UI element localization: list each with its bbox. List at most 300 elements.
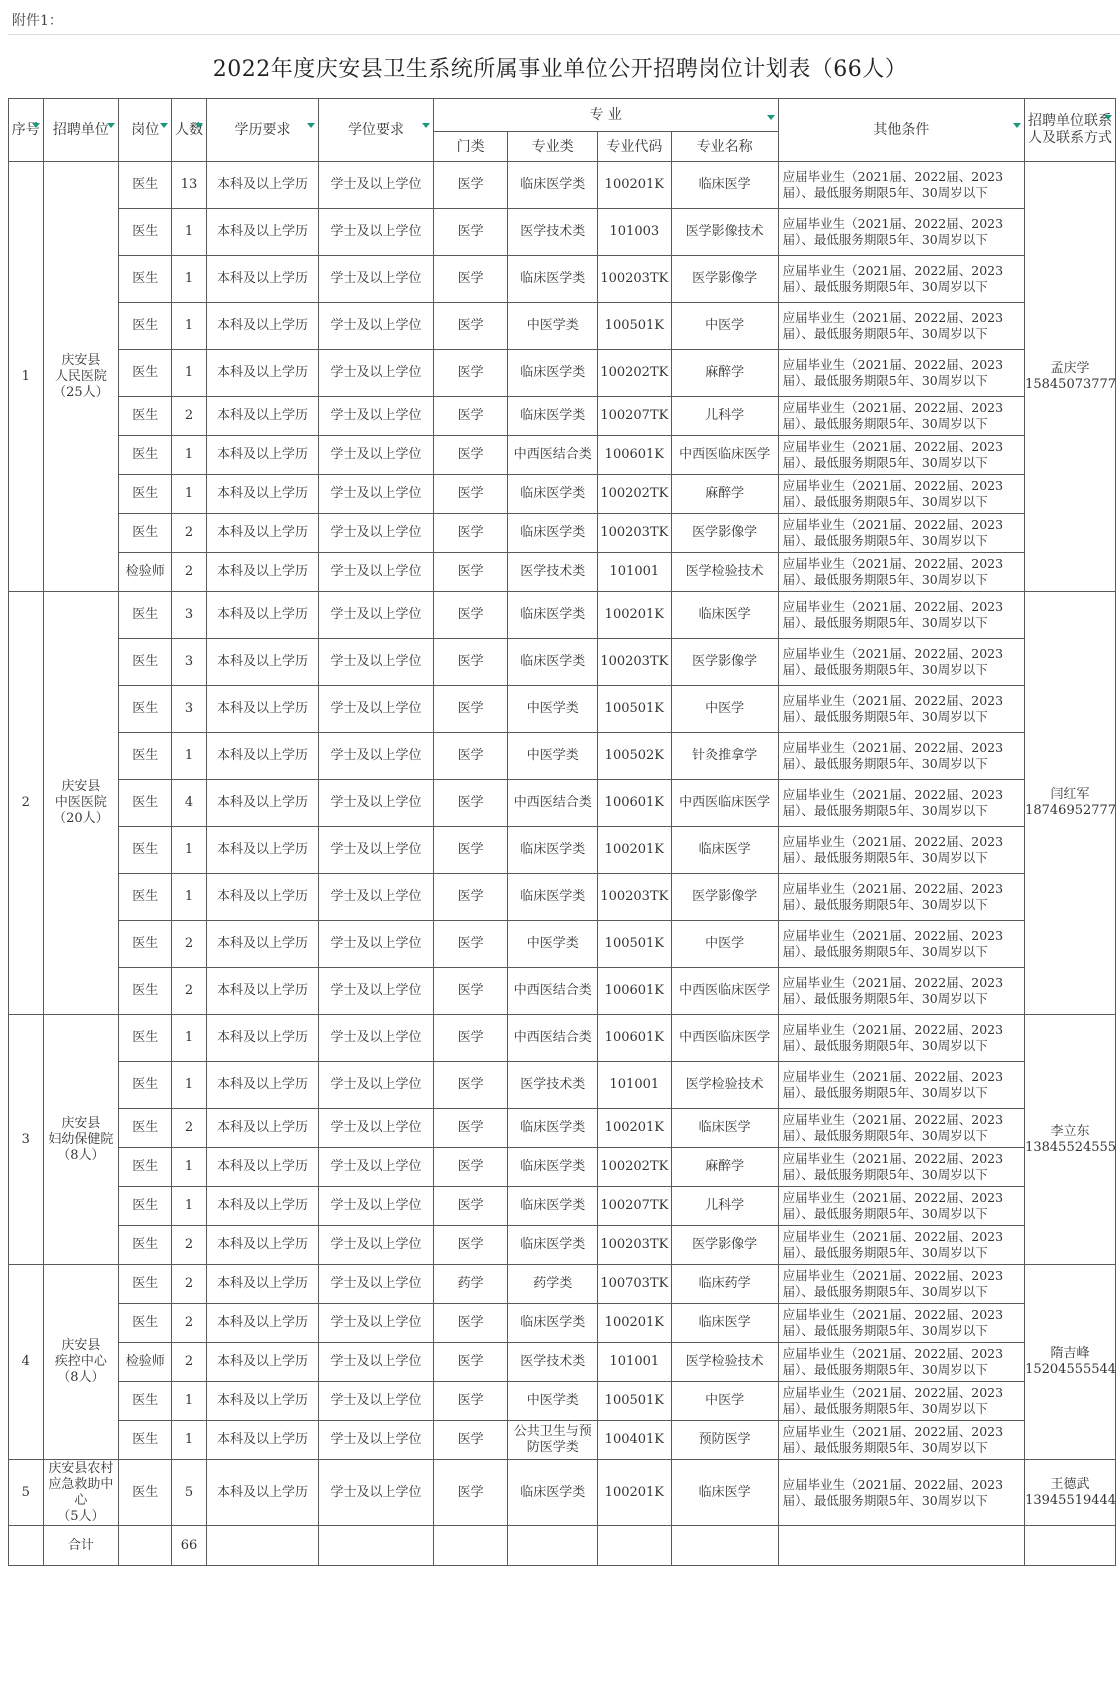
degree: 学士及以上学位 [319,397,434,436]
degree: 学士及以上学位 [319,436,434,475]
degree: 学士及以上学位 [319,514,434,553]
education: 本科及以上学历 [206,553,318,592]
major-name: 医学影像技术 [671,209,778,256]
degree: 学士及以上学位 [319,921,434,968]
header-major-class: 专业类 [508,132,598,162]
major-category: 医学 [433,1062,508,1109]
post: 医生 [119,436,172,475]
header-education[interactable]: 学历要求 [206,99,318,162]
major-class: 临床医学类 [508,1304,598,1343]
major-code: 100203TK [598,639,672,686]
major-class: 临床医学类 [508,874,598,921]
filter-dropdown-icon[interactable] [1013,123,1021,128]
count: 3 [172,592,207,639]
contact [1025,162,1116,592]
major-category: 医学 [433,1421,508,1460]
unit-line: 心 [74,1492,88,1508]
table-row[interactable] [9,1460,1116,1526]
major-class: 公共卫生与预防医学类 [508,1421,598,1460]
major-code: 101001 [598,553,672,592]
major-class: 临床医学类 [508,1187,598,1226]
filter-dropdown-icon[interactable] [32,123,40,128]
education: 本科及以上学历 [206,1062,318,1109]
major-category: 医学 [433,475,508,514]
count: 1 [172,874,207,921]
major-category: 医学 [433,1015,508,1062]
major-name: 医学影像学 [671,514,778,553]
group-index: 1 [9,162,44,592]
major-class: 临床医学类 [508,514,598,553]
degree: 学士及以上学位 [319,1343,434,1382]
post: 医生 [119,475,172,514]
count: 1 [172,1421,207,1460]
major-class: 中医学类 [508,921,598,968]
table-row[interactable] [9,350,1116,397]
count: 1 [172,1382,207,1421]
major-code: 100201K [598,592,672,639]
major-code: 101001 [598,1062,672,1109]
table-row[interactable] [9,209,1116,256]
table-row[interactable] [9,1226,1116,1265]
recruiting-unit [43,592,119,1015]
degree: 学士及以上学位 [319,1015,434,1062]
post: 医生 [119,733,172,780]
table-body [9,162,1116,1566]
header-other[interactable]: 其他条件 [778,99,1024,162]
education: 本科及以上学历 [206,256,318,303]
table-row[interactable] [9,1304,1116,1343]
header-contact[interactable]: 招聘单位联系人及联系方式 [1025,99,1116,162]
recruiting-unit [43,1460,119,1526]
major-name: 医学影像学 [671,256,778,303]
post: 医生 [119,162,172,209]
count: 2 [172,553,207,592]
education: 本科及以上学历 [206,350,318,397]
major-class: 中医学类 [508,1382,598,1421]
unit-line: （25人） [53,384,109,400]
major-class: 中西医结合类 [508,436,598,475]
other-conditions: 应届毕业生（2021届、2022届、2023届）、最低服务期限5年、30周岁以下 [778,1460,1024,1526]
major-code: 100401K [598,1421,672,1460]
major-name: 医学影像学 [671,874,778,921]
major-name: 医学检验技术 [671,553,778,592]
post: 医生 [119,1304,172,1343]
major-code: 100203TK [598,874,672,921]
table-row[interactable] [9,686,1116,733]
post: 医生 [119,209,172,256]
table-row[interactable] [9,827,1116,874]
header-index[interactable]: 序号 [9,99,44,162]
contact-name: 孟庆学 [1050,360,1090,376]
contact-name: 王德武 [1050,1476,1090,1492]
total-label: 合计 [43,1526,119,1566]
filter-dropdown-icon[interactable] [160,123,168,128]
major-category: 医学 [433,514,508,553]
table-row[interactable] [9,1062,1116,1109]
major-name: 临床医学 [671,1460,778,1526]
major-name: 麻醉学 [671,1148,778,1187]
count: 2 [172,1265,207,1304]
table-row[interactable] [9,303,1116,350]
major-name: 中西医临床医学 [671,780,778,827]
major-name: 医学检验技术 [671,1062,778,1109]
degree: 学士及以上学位 [319,639,434,686]
unit-line: （8人） [57,1370,105,1385]
other-conditions: 应届毕业生（2021届、2022届、2023届）、最低服务期限5年、30周岁以下 [778,162,1024,209]
major-category: 医学 [433,350,508,397]
major-name: 中医学 [671,1382,778,1421]
count: 1 [172,1187,207,1226]
major-class: 医学技术类 [508,1343,598,1382]
group-index: 5 [9,1460,44,1526]
table-row[interactable] [9,397,1116,436]
contact [1025,1265,1116,1460]
divider [8,34,1120,35]
major-category: 医学 [433,827,508,874]
post: 医生 [119,1062,172,1109]
contact-phone: 18746952777 [1025,803,1117,818]
major-name: 针灸推拿学 [671,733,778,780]
major-class: 临床医学类 [508,827,598,874]
degree: 学士及以上学位 [319,874,434,921]
post: 检验师 [119,1343,172,1382]
other-conditions: 应届毕业生（2021届、2022届、2023届）、最低服务期限5年、30周岁以下 [778,1421,1024,1460]
unit-line: 应急救助中 [48,1476,114,1492]
table-row[interactable] [9,1421,1116,1460]
major-class: 中医学类 [508,733,598,780]
post: 医生 [119,1460,172,1526]
table-row[interactable] [9,733,1116,780]
major-code: 100203TK [598,514,672,553]
filter-dropdown-icon[interactable] [307,123,315,128]
major-code: 100207TK [598,397,672,436]
contact [1025,1015,1116,1265]
major-code: 100501K [598,303,672,350]
filter-dropdown-icon[interactable] [767,115,775,120]
post: 医生 [119,1187,172,1226]
major-category: 医学 [433,592,508,639]
post: 医生 [119,921,172,968]
major-class: 临床医学类 [508,592,598,639]
education: 本科及以上学历 [206,1187,318,1226]
count: 5 [172,1460,207,1526]
table-row[interactable] [9,162,1116,209]
post: 医生 [119,514,172,553]
post: 检验师 [119,553,172,592]
education: 本科及以上学历 [206,1265,318,1304]
post: 医生 [119,686,172,733]
major-name: 临床药学 [671,1265,778,1304]
count: 1 [172,256,207,303]
post: 医生 [119,1421,172,1460]
major-category: 医学 [433,1343,508,1382]
contact-phone: 15204555544 [1025,1362,1117,1377]
major-category: 医学 [433,1382,508,1421]
header-count[interactable]: 人数 [172,99,207,162]
major-category: 医学 [433,256,508,303]
other-conditions: 应届毕业生（2021届、2022届、2023届）、最低服务期限5年、30周岁以下 [778,1148,1024,1187]
degree: 学士及以上学位 [319,1304,434,1343]
major-code: 100501K [598,1382,672,1421]
major-category: 医学 [433,639,508,686]
count: 3 [172,639,207,686]
post: 医生 [119,350,172,397]
table-row[interactable] [9,1343,1116,1382]
table-row[interactable] [9,874,1116,921]
major-class: 临床医学类 [508,1109,598,1148]
count: 1 [172,303,207,350]
count: 2 [172,968,207,1015]
count: 1 [172,350,207,397]
major-class: 临床医学类 [508,256,598,303]
contact-phone: 13945519444 [1025,1492,1117,1508]
education: 本科及以上学历 [206,827,318,874]
major-category: 医学 [433,1460,508,1526]
other-conditions: 应届毕业生（2021届、2022届、2023届）、最低服务期限5年、30周岁以下 [778,1343,1024,1382]
table-row[interactable] [9,553,1116,592]
table-row[interactable] [9,1109,1116,1148]
post: 医生 [119,1265,172,1304]
table-row[interactable] [9,514,1116,553]
education: 本科及以上学历 [206,397,318,436]
post: 医生 [119,1148,172,1187]
major-name: 中医学 [671,921,778,968]
header-major-category: 门类 [433,132,508,162]
degree: 学士及以上学位 [319,1226,434,1265]
table-row[interactable] [9,436,1116,475]
unit-line: （20人） [53,811,109,826]
post: 医生 [119,968,172,1015]
major-class: 中西医结合类 [508,780,598,827]
major-category: 医学 [433,436,508,475]
major-name: 中医学 [671,303,778,350]
table-row[interactable] [9,256,1116,303]
post: 医生 [119,1226,172,1265]
group-index: 2 [9,592,44,1015]
major-category: 医学 [433,968,508,1015]
major-code: 100201K [598,1109,672,1148]
degree: 学士及以上学位 [319,1187,434,1226]
major-name: 儿科学 [671,1187,778,1226]
contact-phone: 15845073777 [1025,376,1117,392]
recruiting-unit [43,1265,119,1460]
degree: 学士及以上学位 [319,553,434,592]
degree: 学士及以上学位 [319,1421,434,1460]
filter-dropdown-icon[interactable] [195,123,203,128]
education: 本科及以上学历 [206,162,318,209]
other-conditions: 应届毕业生（2021届、2022届、2023届）、最低服务期限5年、30周岁以下 [778,553,1024,592]
major-class: 医学技术类 [508,1062,598,1109]
major-class: 临床医学类 [508,1148,598,1187]
recruitment-plan-table [8,98,1116,1566]
education: 本科及以上学历 [206,686,318,733]
major-name: 临床医学 [671,1304,778,1343]
other-conditions: 应届毕业生（2021届、2022届、2023届）、最低服务期限5年、30周岁以下 [778,827,1024,874]
major-category: 医学 [433,874,508,921]
group-index: 3 [9,1015,44,1265]
header-unit[interactable]: 招聘单位 [43,99,119,162]
unit-line: 人民医院 [54,368,107,384]
major-category: 医学 [433,1109,508,1148]
count: 13 [172,162,207,209]
major-category: 医学 [433,553,508,592]
degree: 学士及以上学位 [319,686,434,733]
other-conditions: 应届毕业生（2021届、2022届、2023届）、最低服务期限5年、30周岁以下 [778,874,1024,921]
major-name: 麻醉学 [671,475,778,514]
major-category: 医学 [433,1304,508,1343]
major-name: 中西医临床医学 [671,436,778,475]
header-post[interactable]: 岗位 [119,99,172,162]
education: 本科及以上学历 [206,1304,318,1343]
major-name: 中医学 [671,686,778,733]
major-code: 100202TK [598,1148,672,1187]
education: 本科及以上学历 [206,874,318,921]
degree: 学士及以上学位 [319,350,434,397]
degree: 学士及以上学位 [319,1148,434,1187]
major-name: 临床医学 [671,827,778,874]
table-row[interactable] [9,1148,1116,1187]
count: 1 [172,827,207,874]
major-code: 100202TK [598,350,672,397]
major-code: 100201K [598,162,672,209]
post: 医生 [119,1109,172,1148]
degree: 学士及以上学位 [319,780,434,827]
filter-dropdown-icon[interactable] [422,123,430,128]
table-row[interactable] [9,1187,1116,1226]
contact-phone: 13845524555 [1025,1139,1117,1155]
major-category: 医学 [433,303,508,350]
count: 2 [172,921,207,968]
major-class: 临床医学类 [508,350,598,397]
unit-line: 庆安县 [61,779,101,794]
degree: 学士及以上学位 [319,827,434,874]
education: 本科及以上学历 [206,1382,318,1421]
filter-dropdown-icon[interactable] [1104,115,1112,120]
education: 本科及以上学历 [206,780,318,827]
total-row [9,1526,1116,1566]
unit-line: （8人） [57,1147,105,1163]
other-conditions: 应届毕业生（2021届、2022届、2023届）、最低服务期限5年、30周岁以下 [778,1265,1024,1304]
other-conditions: 应届毕业生（2021届、2022届、2023届）、最低服务期限5年、30周岁以下 [778,436,1024,475]
education: 本科及以上学历 [206,1226,318,1265]
table-row[interactable] [9,780,1116,827]
post: 医生 [119,256,172,303]
degree: 学士及以上学位 [319,475,434,514]
other-conditions: 应届毕业生（2021届、2022届、2023届）、最低服务期限5年、30周岁以下 [778,686,1024,733]
table-row[interactable] [9,639,1116,686]
count: 1 [172,1062,207,1109]
major-category: 医学 [433,686,508,733]
recruiting-unit [43,162,119,592]
major-category: 医学 [433,921,508,968]
other-conditions: 应届毕业生（2021届、2022届、2023届）、最低服务期限5年、30周岁以下 [778,209,1024,256]
table-row[interactable] [9,921,1116,968]
table-row[interactable] [9,592,1116,639]
major-category: 医学 [433,397,508,436]
major-class: 中西医结合类 [508,968,598,1015]
major-category: 医学 [433,733,508,780]
major-code: 101003 [598,209,672,256]
degree: 学士及以上学位 [319,256,434,303]
other-conditions: 应届毕业生（2021届、2022届、2023届）、最低服务期限5年、30周岁以下 [778,350,1024,397]
major-code: 100601K [598,436,672,475]
major-name: 儿科学 [671,397,778,436]
major-class: 临床医学类 [508,162,598,209]
header-major-group[interactable]: 专 业 [433,99,778,132]
major-class: 临床医学类 [508,1460,598,1526]
table-row[interactable] [9,1015,1116,1062]
major-code: 100203TK [598,1226,672,1265]
count: 1 [172,1015,207,1062]
contact-name: 闫红军 [1050,787,1090,802]
table-row[interactable] [9,1382,1116,1421]
major-name: 临床医学 [671,162,778,209]
recruiting-unit [43,1015,119,1265]
contact [1025,1460,1116,1526]
major-category: 医学 [433,162,508,209]
major-name: 临床医学 [671,1109,778,1148]
major-name: 预防医学 [671,1421,778,1460]
header-degree[interactable]: 学位要求 [319,99,434,162]
major-category: 药学 [433,1265,508,1304]
education: 本科及以上学历 [206,514,318,553]
major-code: 100201K [598,827,672,874]
education: 本科及以上学历 [206,1109,318,1148]
table-row[interactable] [9,968,1116,1015]
education: 本科及以上学历 [206,592,318,639]
count: 1 [172,475,207,514]
total-count: 66 [172,1526,207,1566]
unit-line: 疾控中心 [54,1354,107,1369]
major-code: 100601K [598,968,672,1015]
contact-name: 隋吉峰 [1050,1346,1090,1361]
group-index: 4 [9,1265,44,1460]
page-title: 2022年度庆安县卫生系统所属事业单位公开招聘岗位计划表（66人） [212,57,908,82]
table-row[interactable] [9,475,1116,514]
post: 医生 [119,780,172,827]
major-code: 100703TK [598,1265,672,1304]
unit-line: （5人） [57,1508,105,1524]
education: 本科及以上学历 [206,639,318,686]
major-name: 中西医临床医学 [671,968,778,1015]
education: 本科及以上学历 [206,1148,318,1187]
other-conditions: 应届毕业生（2021届、2022届、2023届）、最低服务期限5年、30周岁以下 [778,303,1024,350]
count: 1 [172,436,207,475]
unit-line: 庆安县 [61,352,101,368]
contact [1025,592,1116,1015]
education: 本科及以上学历 [206,475,318,514]
other-conditions: 应届毕业生（2021届、2022届、2023届）、最低服务期限5年、30周岁以下 [778,397,1024,436]
other-conditions: 应届毕业生（2021届、2022届、2023届）、最低服务期限5年、30周岁以下 [778,592,1024,639]
filter-dropdown-icon[interactable] [107,123,115,128]
table-row[interactable] [9,1265,1116,1304]
count: 2 [172,1226,207,1265]
major-code: 100601K [598,1015,672,1062]
post: 医生 [119,397,172,436]
education: 本科及以上学历 [206,436,318,475]
count: 2 [172,514,207,553]
unit-line: 庆安县 [61,1338,101,1353]
count: 4 [172,780,207,827]
education: 本科及以上学历 [206,303,318,350]
major-class: 医学技术类 [508,209,598,256]
attachment-label: 附件1： [12,13,63,29]
major-category: 医学 [433,1187,508,1226]
header-major-name: 专业名称 [671,132,778,162]
major-class: 医学技术类 [508,553,598,592]
other-conditions: 应届毕业生（2021届、2022届、2023届）、最低服务期限5年、30周岁以下 [778,1109,1024,1148]
unit-line: 庆安县农村 [48,1460,114,1476]
